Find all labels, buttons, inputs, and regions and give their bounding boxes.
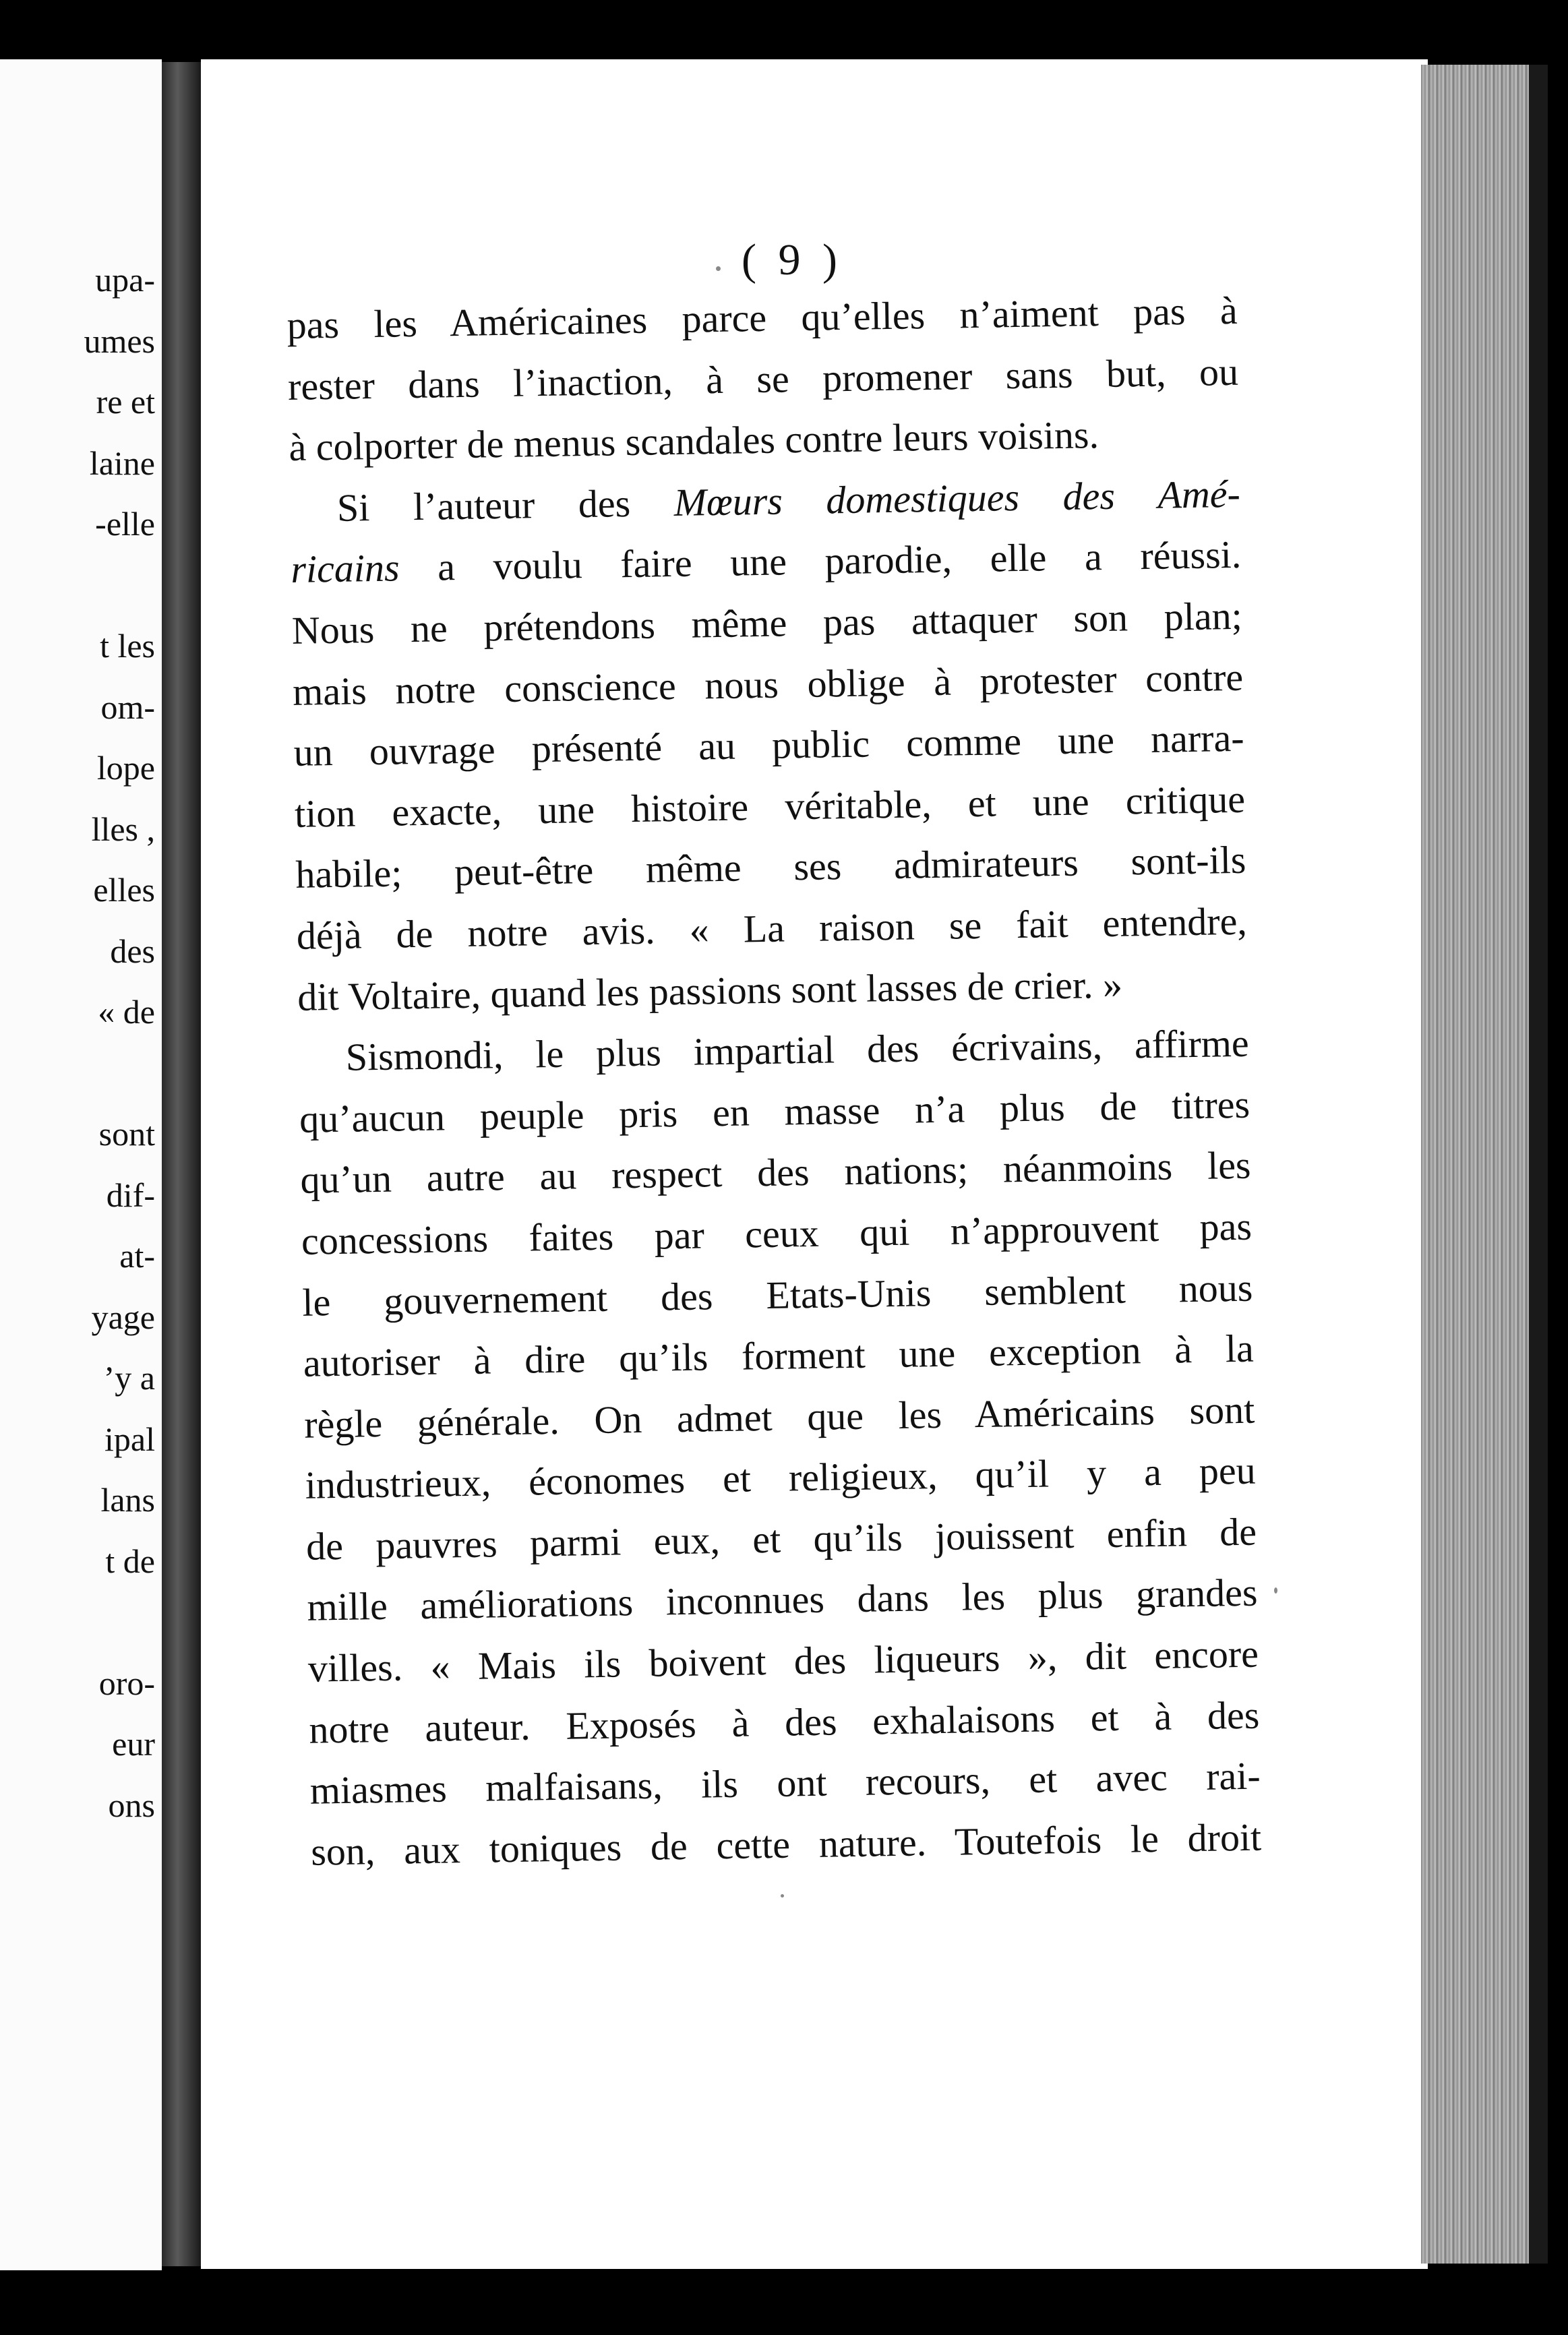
text-line: Sismondi, le plus impartial des écrivains, affirme bbox=[345, 1021, 1250, 1079]
text-line: villes. « Mais ils boivent des liqueurs », dit encore bbox=[307, 1631, 1259, 1691]
page-edge-shadow bbox=[1529, 65, 1548, 2264]
left-page-fragment: t de bbox=[105, 1542, 155, 1580]
left-page-fragment: -elle bbox=[95, 505, 155, 543]
left-page-fragment: ipal bbox=[104, 1420, 155, 1458]
text-line: mais notre conscience nous oblige à protester contre bbox=[292, 655, 1244, 714]
scan-speck bbox=[781, 1894, 784, 1898]
text-line: concessions faites par ceux qui n’approuvent pas bbox=[301, 1204, 1253, 1263]
left-page-fragment: laine bbox=[89, 444, 155, 482]
text-line: miasmes malfaisans, ils ont recours, et avec rai- bbox=[309, 1753, 1261, 1813]
page-edge-stack bbox=[1421, 65, 1529, 2264]
left-page-fragment: lope bbox=[96, 749, 155, 787]
text-line: mille améliorations inconnues dans les plus grandes bbox=[307, 1571, 1258, 1630]
left-page-fragment: « de bbox=[98, 993, 155, 1031]
left-page-fragment: des bbox=[110, 932, 155, 970]
book-title-italic: ricains bbox=[290, 545, 400, 592]
text-line: rester dans l’inaction, à se promener sans but, ou bbox=[287, 349, 1239, 408]
text-line: de pauvres parmi eux, et qu’ils jouissent enfin de bbox=[305, 1509, 1257, 1569]
text-line: dit Voltaire, quand les passions sont lasses de crier. » bbox=[297, 962, 1123, 1019]
text-line: autoriser à dire qu’ils forment une exception à la bbox=[303, 1326, 1255, 1385]
text-line: le gouvernement des Etats-Unis semblent nous bbox=[301, 1265, 1253, 1325]
left-page-fragment: umes bbox=[84, 322, 155, 360]
text-line: notre auteur. Exposés à des exhalaisons et à des bbox=[308, 1693, 1260, 1752]
text-line: tion exacte, une histoire véritable, et une critique bbox=[294, 777, 1246, 836]
left-page-fragment: yage bbox=[91, 1298, 155, 1336]
left-page-fragment: lles , bbox=[91, 810, 155, 848]
text-line: qu’un autre au respect des nations; néanmoins les bbox=[300, 1143, 1251, 1203]
text-line: son, aux toniques de cette nature. Toutefois le droit bbox=[310, 1815, 1262, 1874]
text-line: à colporter de menus scandales contre leurs voisins. bbox=[289, 413, 1099, 470]
line-text: Si l’auteur des bbox=[336, 480, 675, 530]
book-title-italic: Mœurs domestiques des Amé- bbox=[673, 471, 1241, 524]
text-line: déjà de notre avis. « La raison se fait entendre, bbox=[296, 899, 1248, 958]
left-page-fragment: lans bbox=[100, 1481, 155, 1519]
left-page-fragment: at- bbox=[119, 1237, 155, 1275]
body-text bbox=[287, 280, 1262, 1883]
left-page-fragment: ’y a bbox=[103, 1359, 155, 1397]
left-page-fragment: sont bbox=[98, 1115, 155, 1153]
book-gutter bbox=[162, 62, 201, 2266]
text-line: un ouvrage présenté au public comme une narra- bbox=[293, 715, 1244, 775]
scan-speck bbox=[716, 266, 721, 271]
left-facing-page bbox=[0, 59, 162, 2270]
line-text: a voulu faire une parodie, elle a réussi. bbox=[398, 533, 1242, 590]
left-page-fragment: om- bbox=[100, 688, 155, 726]
text-line: Nous ne prétendons même pas attaquer son plan; bbox=[291, 593, 1243, 653]
left-page-fragment: re et bbox=[96, 383, 155, 421]
text-line: qu’aucun peuple pris en masse n’a plus de titres bbox=[299, 1082, 1250, 1141]
text-line: industrieux, économes et religieux, qu’il y a peu bbox=[305, 1448, 1257, 1508]
left-page-fragment: elles bbox=[93, 871, 155, 909]
left-page-fragment: eur bbox=[112, 1725, 155, 1763]
text-line: pas les Américaines parce qu’elles n’aiment pas à bbox=[287, 288, 1238, 347]
text-line: règle générale. On admet que les Américains sont bbox=[303, 1387, 1255, 1447]
text-line: habile; peut-être même ses admirateurs sont-ils bbox=[295, 838, 1246, 897]
page-number: ( 9 ) bbox=[742, 235, 843, 284]
left-page-fragment: t les bbox=[100, 627, 155, 665]
left-page-fragment: upa- bbox=[95, 261, 155, 299]
left-page-fragment: oro- bbox=[98, 1664, 155, 1702]
left-page-fragment: ons bbox=[108, 1786, 155, 1824]
scan-speck bbox=[1274, 1587, 1277, 1594]
left-page-fragment: dif- bbox=[106, 1176, 155, 1214]
